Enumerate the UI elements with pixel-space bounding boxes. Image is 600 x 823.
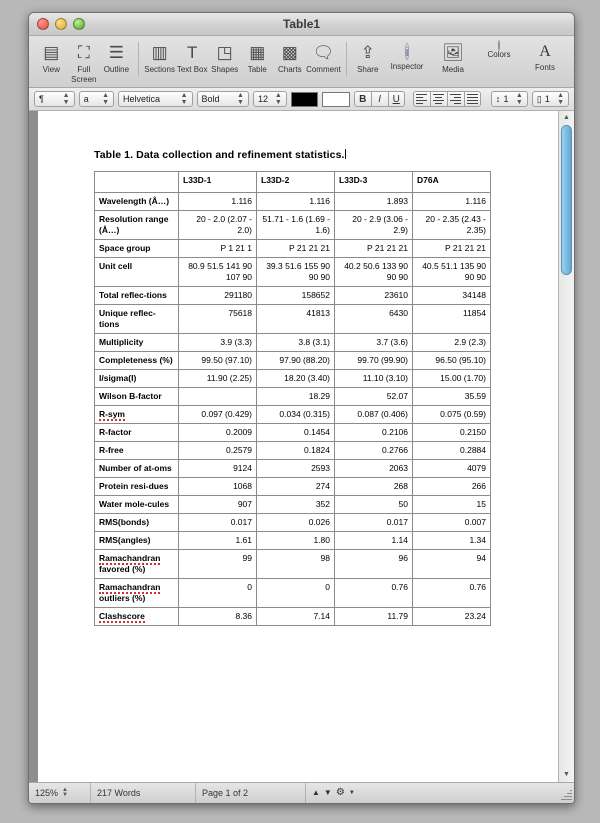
sections-icon: ▥ [151,43,168,62]
table-header-corner [95,172,179,193]
text-align-group [413,91,481,107]
chevron-updown-icon-4: ▲ ▼ [237,92,244,106]
toolbar-button-share[interactable] [351,39,384,75]
share-icon: ⇪ [360,43,375,62]
table-cell: 11854 [413,305,491,334]
table-caption-text: Table 1. Data collection and refinement statistics. [94,149,345,161]
document-page[interactable] [38,111,559,782]
toolbar-label-sections: Sections [144,65,175,74]
table-cell: 34148 [413,287,491,305]
table-row-label: Total reflec-tions [95,287,179,305]
toolbar-label-fonts: Fonts [535,63,556,72]
table-row-label: Ramachandran favored (%) [95,550,179,579]
table-cell: 0.017 [335,514,413,532]
table-row[interactable] [95,550,491,579]
chevron-updown-icon-3: ▲ ▼ [180,92,188,106]
scroll-down-arrow-icon[interactable]: ▼ [563,771,570,778]
table-cell: 75618 [179,305,257,334]
shapes-icon: ◳ [216,43,233,62]
table-row[interactable] [95,370,491,388]
table-header-cell: L33D-3 [335,172,413,193]
table-cell: P 21 21 21 [257,240,335,258]
columns-value: 1 [544,93,550,104]
text-color-swatch[interactable] [291,92,318,107]
table-cell: 99.70 (99.90) [335,352,413,370]
page-indicator [196,783,306,803]
window-controls [37,18,85,30]
table-row-label: Resolution range (Å…) [95,211,179,240]
table-row[interactable] [95,424,491,442]
toolbar-button-shapes[interactable] [208,39,241,75]
table-cell: 266 [413,478,491,496]
charts-icon: ▩ [281,43,298,62]
toolbar-button-text-box[interactable] [176,39,209,75]
table-cell: 1.116 [413,193,491,211]
align-center-icon [433,92,444,106]
misspelled-word: R-sym [99,409,125,419]
format-bar-paragraph [29,88,574,111]
toolbar-label-view: View [42,65,60,74]
align-left-button[interactable] [413,91,430,107]
paragraph-style-value: ¶ [39,93,44,104]
zoom-stepper-icon[interactable]: ▲ ▼ [62,787,68,798]
table-cell: 9124 [179,460,257,478]
main-toolbar [29,36,574,88]
comment-icon: 🗨 [312,43,335,62]
table-row-label: Water mole-cules [95,496,179,514]
table-cell: 1.893 [335,193,413,211]
toolbar-label-text-box: Text Box [176,65,208,74]
table-cell: P 21 21 21 [413,240,491,258]
table-row-label [95,608,179,626]
table-row-label: Number of at-oms [95,460,179,478]
table-cell: 3.9 (3.3) [179,334,257,352]
table-row[interactable] [95,406,491,424]
title-bar[interactable] [29,13,574,36]
table-cell: 99.50 (97.10) [179,352,257,370]
table-cell: 0.034 (0.315) [257,406,335,424]
table-cell: 51.71 - 1.6 (1.69 - 1.6) [257,211,335,240]
toolbar-separator-2 [346,42,347,76]
font-style-value: Bold [201,93,220,104]
table-cell: 40.2 50.6 133 90 90 90 [335,258,413,287]
toolbar-label-outline: Outline [103,65,130,74]
table-cell: 3.8 (3.1) [257,334,335,352]
align-left-icon [416,92,427,106]
table-header-cell: L33D-2 [257,172,335,193]
table-cell: 39.3 51.6 155 90 90 90 [257,258,335,287]
inspector-icon: i [405,44,409,59]
table-row[interactable] [95,496,491,514]
table-cell: 2063 [335,460,413,478]
table-cell: 0 [257,579,335,608]
table-row[interactable] [95,305,491,334]
table-cell: 97.90 (88.20) [257,352,335,370]
table-cell: 2593 [257,460,335,478]
table-cell: 0.2884 [413,442,491,460]
table-cell: 0.017 [179,514,257,532]
toolbar-button-view[interactable] [35,39,68,75]
table-row[interactable] [95,608,491,626]
toolbar-button-full-screen[interactable] [68,39,101,85]
close-button-icon[interactable] [37,18,49,30]
font-size-value: 12 [257,93,268,104]
table-cell: 96 [335,550,413,579]
table-row[interactable] [95,334,491,352]
chevron-updown-icon: ▲ ▼ [62,92,70,106]
table-cell: P 21 21 21 [335,240,413,258]
table-row[interactable] [95,287,491,305]
zoom-button-icon[interactable] [73,18,85,30]
vertical-scroll-thumb[interactable] [561,125,572,275]
table-cell: 94 [413,550,491,579]
table-cell: 15.00 (1.70) [413,370,491,388]
toolbar-button-sections[interactable] [143,39,176,75]
font-style-select[interactable] [197,91,249,107]
resize-grip-icon[interactable] [560,789,572,801]
chevron-updown-icon-7: ▲ ▼ [557,92,564,106]
table-row[interactable] [95,258,491,287]
misspelled-word: Ramachandran [99,582,161,592]
table-row-label: RMS(angles) [95,532,179,550]
table-cell: 907 [179,496,257,514]
table-cell: 15 [413,496,491,514]
paragraph-style-select[interactable] [34,91,75,107]
table-icon: ▦ [249,43,266,62]
table-cell: 0.087 (0.406) [335,406,413,424]
table-row[interactable] [95,442,491,460]
chevron-updown-icon-2: ▲ ▼ [102,92,110,106]
toolbar-label-colors: Colors [487,50,511,59]
table-caption [94,149,531,161]
table-row[interactable] [95,579,491,608]
table-cell: 1068 [179,478,257,496]
table-cell: 0.1824 [257,442,335,460]
toolbar-button-inspector[interactable] [384,39,430,75]
underline-button[interactable]: U [388,91,405,107]
table-row[interactable] [95,240,491,258]
toolbar-label-table: Table [247,65,267,74]
table-cell: 274 [257,478,335,496]
table-cell: 40.5 51.1 135 90 90 90 [413,258,491,287]
table-row[interactable] [95,193,491,211]
fonts-icon: A [539,43,551,60]
table-cell: 11.10 (3.10) [335,370,413,388]
table-row-label: R-factor [95,424,179,442]
table-cell: 35.59 [413,388,491,406]
text-style-group [354,91,405,107]
table-row[interactable] [95,388,491,406]
table-row-label: RMS(bonds) [95,514,179,532]
table-header-cell: L33D-1 [179,172,257,193]
table-cell: 1.116 [179,193,257,211]
toolbar-separator-1 [138,42,139,76]
outline-icon: ☰ [108,43,124,62]
table-cell: 3.7 (3.6) [335,334,413,352]
table-cell: 1.61 [179,532,257,550]
status-bar [29,782,574,803]
align-center-button[interactable] [430,91,447,107]
table-row[interactable] [95,352,491,370]
table-cell: 0.1454 [257,424,335,442]
table-row[interactable] [95,460,491,478]
bold-button[interactable]: B [354,91,371,107]
fullscreen-icon: ⛶ [77,43,90,62]
word-count [91,783,196,803]
table-row-label: Protein resi-dues [95,478,179,496]
table-row-label: Unit cell [95,258,179,287]
page-indicator-value: Page 1 of 2 [202,788,249,798]
table-row[interactable] [95,514,491,532]
line-spacing-value: 1 [503,93,509,104]
table-cell: 291180 [179,287,257,305]
table-row[interactable] [95,478,491,496]
word-count-value: 217 Words [97,788,141,798]
table-cell: 41813 [257,305,335,334]
table-cell: 18.20 (3.40) [257,370,335,388]
table-cell: 1.14 [335,532,413,550]
table-row-label: Wilson B-factor [95,388,179,406]
align-right-icon [450,92,461,106]
table-cell: 268 [335,478,413,496]
font-family-select[interactable] [118,91,193,107]
toolbar-label-inspector: Inspector [390,62,424,71]
table-row-label [95,406,179,424]
list-style-value: a [83,93,89,104]
toolbar-button-fonts[interactable] [522,39,568,75]
table-cell: 352 [257,496,335,514]
table-cell: 1.116 [257,193,335,211]
table-cell: 158652 [257,287,335,305]
table-cell: 20 - 2.9 (3.06 - 2.9) [335,211,413,240]
table-cell [179,388,257,406]
table-cell: 0.76 [335,579,413,608]
table-row-label: Space group [95,240,179,258]
table-cell: 11.79 [335,608,413,626]
toolbar-button-colors[interactable] [476,39,522,75]
table-row-label: Wavelength (Å…) [95,193,179,211]
table-cell: 0 [179,579,257,608]
table-cell: 80.9 51.5 141 90 107 90 [179,258,257,287]
window-title: Table1 [282,17,321,31]
media-icon: 🖼 [442,43,464,62]
toolbar-button-table[interactable] [241,39,274,75]
table-cell: 8.36 [179,608,257,626]
table-cell: 7.14 [257,608,335,626]
columns-select[interactable] [532,91,569,107]
toolbar-label-media: Media [442,65,464,74]
table-row[interactable] [95,211,491,240]
vertical-scrollbar[interactable] [558,111,574,782]
table-cell: 98 [257,550,335,579]
toolbar-right-group [384,39,568,75]
list-style-select[interactable] [79,91,114,107]
table-cell: 1.80 [257,532,335,550]
minimize-button-icon[interactable] [55,18,67,30]
page-down-icon[interactable]: ▼ [323,788,332,797]
document-window [28,12,575,804]
zoom-value: 125% [35,788,59,798]
columns-icon: ▯ [536,93,542,104]
font-family-value: Helvetica [123,93,161,104]
font-size-select[interactable] [253,91,287,107]
table-cell: 1.34 [413,532,491,550]
page-nav-controls[interactable] [306,783,361,803]
chevron-updown-icon-6: ▲ ▼ [515,92,523,106]
table-cell: 20 - 2.35 (2.43 - 2.35) [413,211,491,240]
table-row-label: Ramachandran outliers (%) [95,579,179,608]
table-row-label: I/sigma(I) [95,370,179,388]
statistics-table-body [95,172,491,626]
table-row-label: Unique reflec-tions [95,305,179,334]
italic-button[interactable]: I [371,91,388,107]
table-header-cell: D76A [413,172,491,193]
statistics-table[interactable] [94,171,491,626]
fill-color-swatch[interactable] [322,92,349,107]
chevron-updown-icon-5: ▲ ▼ [274,92,282,106]
toolbar-label-share: Share [357,65,379,74]
table-cell: 0.2106 [335,424,413,442]
line-spacing-icon: ↕ [495,93,501,104]
table-cell: 0.075 (0.59) [413,406,491,424]
scroll-up-arrow-icon[interactable]: ▲ [563,114,570,121]
textbox-icon: T [186,43,198,62]
align-justify-button[interactable] [464,91,481,107]
document-area [29,111,574,782]
toolbar-label-comment: Comment [306,65,341,74]
table-cell: 0.026 [257,514,335,532]
text-cursor [345,149,346,159]
table-row[interactable] [95,532,491,550]
table-cell: 0.097 (0.429) [179,406,257,424]
table-cell: 96.50 (95.10) [413,352,491,370]
table-cell: 11.90 (2.25) [179,370,257,388]
table-cell: 18.29 [257,388,335,406]
gear-icon[interactable]: ⚙ [335,787,345,798]
table-cell: 2.9 (2.3) [413,334,491,352]
table-cell: 0.2766 [335,442,413,460]
misspelled-word: Clashscore [99,611,145,621]
table-row-label: Multiplicity [95,334,179,352]
chevron-down-icon-8[interactable]: ▼ [348,790,355,796]
align-justify-icon [467,92,478,106]
table-cell: 0.2579 [179,442,257,460]
table-cell: 23610 [335,287,413,305]
table-cell: 23.24 [413,608,491,626]
view-icon: ▤ [43,43,60,62]
toolbar-button-media[interactable] [430,39,476,75]
line-spacing-select[interactable] [491,91,528,107]
toolbar-button-outline[interactable] [100,39,133,75]
table-cell: 6430 [335,305,413,334]
table-cell: 4079 [413,460,491,478]
page-up-icon[interactable]: ▲ [312,788,320,797]
table-cell: 20 - 2.0 (2.07 - 2.0) [179,211,257,240]
table-cell: 0.2150 [413,424,491,442]
table-cell: 0.76 [413,579,491,608]
table-row-label: Completeness (%) [95,352,179,370]
table-cell: 0.007 [413,514,491,532]
toolbar-label-full-screen: Full Screen [71,65,97,84]
table-cell: 50 [335,496,413,514]
table-header-row [95,172,491,193]
align-right-button[interactable] [447,91,464,107]
table-cell: P 1 21 1 [179,240,257,258]
toolbar-button-comment[interactable] [306,39,341,75]
zoom-control[interactable] [29,783,91,803]
toolbar-button-charts[interactable] [274,39,307,75]
table-cell: 0.2009 [179,424,257,442]
misspelled-word: Ramachandran [99,553,161,563]
table-row-label: R-free [95,442,179,460]
toolbar-label-shapes: Shapes [211,65,239,74]
toolbar-label-charts: Charts [278,65,302,74]
table-cell: 99 [179,550,257,579]
table-cell: 52.07 [335,388,413,406]
